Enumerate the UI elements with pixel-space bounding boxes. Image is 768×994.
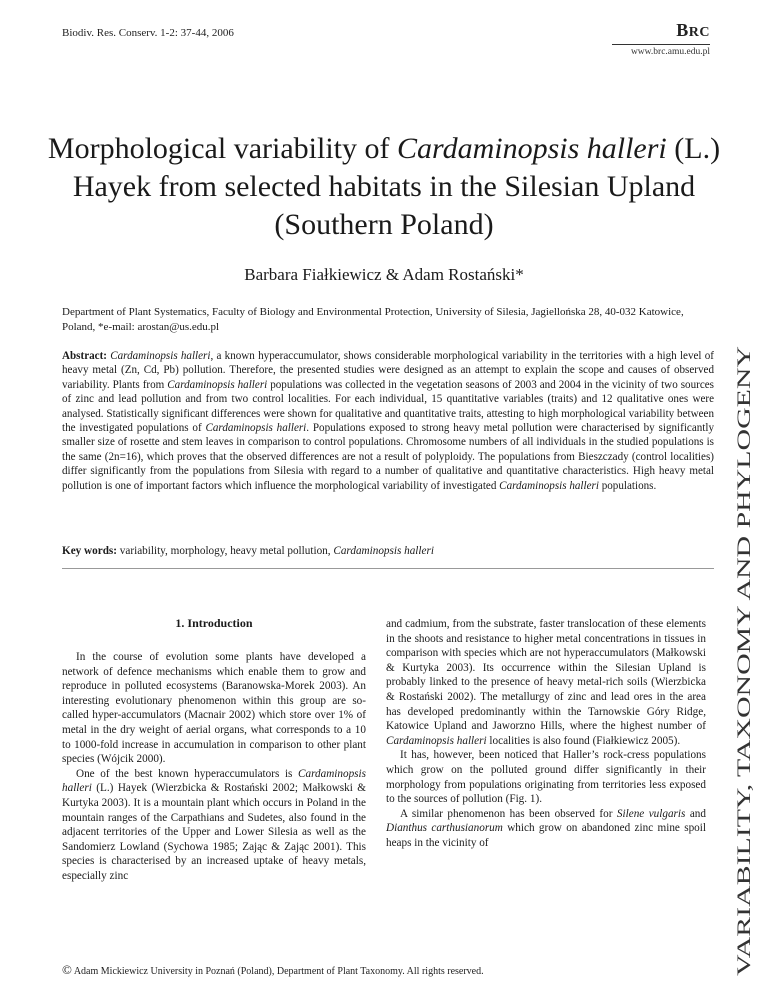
side-banner-text: VARIABILITY, TAXONOMY AND PHYLOGENY — [734, 574, 755, 976]
abstract-label: Abstract: — [62, 350, 107, 362]
copyright-text: Adam Mickiewicz University in Poznań (Poland), Department of Plant Taxonomy. All rights reserved. — [71, 966, 484, 977]
section-heading-introduction: 1. Introduction — [175, 616, 253, 630]
abstract — [62, 349, 714, 493]
keywords — [62, 545, 714, 557]
intro-p2-text-b: (L.) Hayek (Wierzbicka & Rostański 2002; Małkowski & Kurtyka 2003). It is a mountain plant which occurs in Poland in the mountain ranges of the Carpathians and Sudetes, also found in the adjacent territories of the Upper and Lower Silesia as well as the Sandomierz Lowland (Sychowa 1985; Zając & Zając 2001). This species is characterised by an increased uptake of heavy metals, especially zinc — [62, 782, 366, 882]
intro-paragraph-1: In the course of evolution some plants have developed a network of defence mechanisms which enable them to grow and reproduce in polluted ecosystems (Baranowska-Morek 2003). An interesting evolutionary phenomenon within this group are so-called hyper-accumulators (Macnair 2002) which store over 1% of metal in the dry weight of aerial organs, what corresponds to a 10 to 1000-fold increase in accumulation in comparison to other plant species (Wójcik 2000). — [62, 651, 366, 766]
intro-paragraph-5 — [386, 807, 706, 851]
section-divider — [62, 568, 714, 569]
title-part1: Morphological variability of — [47, 132, 397, 165]
intro-paragraph-2 — [62, 767, 366, 884]
intro-r3-text-a: A similar phenomenon has been observed for — [400, 807, 617, 820]
intro-p2-species: Cardaminopsis halleri — [62, 767, 366, 795]
affiliation: Department of Plant Systematics, Faculty of Biology and Environmental Protection, University of Silesia, Jagiellońska 28, 40-032 Katowice, Poland, *e-mail: arostan@us.edu.pl — [62, 306, 684, 333]
intro-r1-species: Cardaminopsis halleri — [386, 734, 487, 747]
keywords-label: Key words: — [62, 545, 117, 557]
paper-title — [40, 130, 728, 244]
journal-url[interactable]: www.brc.amu.edu.pl — [630, 47, 710, 57]
intro-r3-text-c: which grow on abandoned zinc mine spoil heaps in the vicinity of — [386, 822, 706, 849]
intro-r3-species-1: Silene vulgaris — [616, 807, 686, 820]
title-line3: (Southern Poland) — [274, 208, 494, 241]
title-line2: Hayek from selected habitats in the Silesian Upland — [72, 170, 696, 203]
abstract-text-4: populations. — [598, 479, 657, 492]
abstract-species-3: Cardaminopsis halleri — [205, 422, 307, 435]
side-banner — [722, 340, 762, 980]
intro-r3-species-2: Dianthus carthusianorum — [386, 822, 503, 835]
keywords-text: variability, morphology, heavy metal pollution, — [117, 545, 334, 557]
right-column — [386, 617, 706, 851]
logo-rule — [612, 44, 710, 45]
abstract-text-1: , a known hyperaccumulator, shows considerable morphological variability in the territories with a high level of heavy metal (Zn, Cd, Pb) pollution. Therefore, the presented studies were designed as an attempt to explain the scope and causes of observed variability. Plants from — [62, 350, 714, 391]
title-part2: (L.) — [666, 132, 721, 165]
logo-small-letters: RC — [688, 25, 710, 40]
left-column — [62, 650, 366, 884]
copyright-icon: © — [62, 962, 72, 977]
abstract-text-2: populations was collected in the vegetation seasons of 2003 and 2004 in the vicinity of two sources of zinc and lead pollution and from two control localities. For each individual, 15 quantitative variables (traits) and 12 qualitative ones were analysed. Statistically significant differences were shown for qualitative and quantitative traits, attesting to high morphological variability between the investigated populations of — [62, 378, 714, 435]
abstract-species-4: Cardaminopsis halleri — [499, 479, 599, 492]
abstract-species-1: Cardaminopsis halleri — [110, 350, 211, 362]
intro-paragraph-4: It has, however, been noticed that Haller’s rock-cress populations which grow on the polluted ground differ significantly in their morphology from populations originating from territories less exposed to the sources of pollution (Fig. 1). — [386, 749, 706, 806]
intro-r1-text-a: and cadmium, from the substrate, faster translocation of these elements in the shoots and resistance to higher metal concentrations in tissues in comparison with species which are not hyperaccumulators (Małkowski & Kurtyka 2003). Its occurrence within the Silesian Upland is probably linked to the presence of heavy metal-rich soils (Wierzbicka & Rostański 2002). The metallurgy of zinc and lead ores in the area has developed predominantly within the Tarnowskie Góry Ridge, Katowice Upland and Jaworzno Hills, where the highest number of — [386, 618, 706, 733]
intro-p2-text-a: One of the best known hyperaccumulators is — [76, 767, 299, 780]
abstract-text-3: . Populations exposed to strong heavy metal pollution were characterised by significantly smaller size of rosette and stem leaves in comparison to control populations. Chromosome numbers of all individuals in the studied populations is the same (2n=16), which proves that the observed differences are not a result of polyploidy. The populations from Bieszczady (control localities) differ significantly from the populations from Silesia with regard to a number of qualitative and quantitative characteristics. High heavy metal pollution is one of important factors which influence the morphological variability of investigated — [62, 422, 715, 492]
intro-r3-text-b: and — [685, 807, 706, 820]
keywords-species: Cardaminopsis halleri — [333, 545, 434, 557]
authors: Barbara Fiałkiewicz & Adam Rostański* — [244, 265, 524, 284]
logo-big-letter: B — [676, 20, 689, 40]
journal-logo — [640, 20, 710, 41]
abstract-species-2: Cardaminopsis halleri — [167, 378, 268, 391]
intro-paragraph-3 — [386, 617, 706, 748]
title-species: Cardaminopsis halleri — [397, 132, 667, 165]
journal-reference: Biodiv. Res. Conserv. 1-2: 37-44, 2006 — [62, 27, 234, 39]
copyright-footer — [62, 962, 714, 978]
intro-r1-text-b: localities is also found (Fiałkiewicz 2005). — [486, 734, 681, 747]
